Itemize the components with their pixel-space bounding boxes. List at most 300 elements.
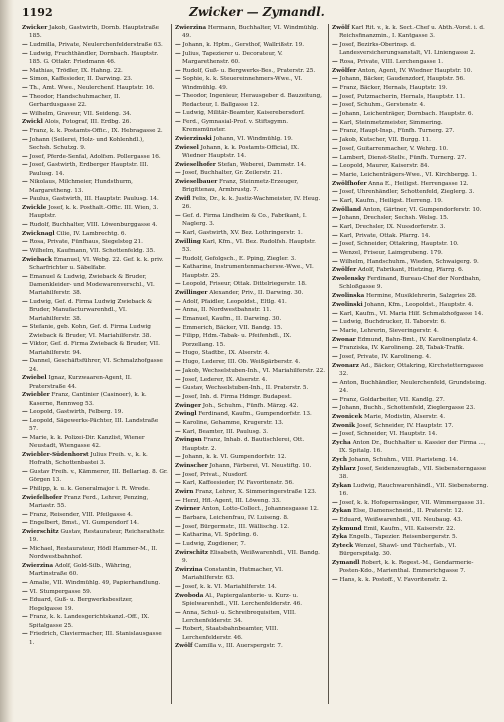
directory-entry [175, 50, 325, 67]
directory-entry [175, 229, 325, 237]
entry-surname: — [332, 405, 338, 412]
entry-surname: Zych [332, 457, 348, 464]
entry-surname: — [332, 154, 338, 161]
directory-entry [22, 153, 168, 161]
directory-entry [332, 430, 494, 438]
entry-surname: Zwonicek [332, 413, 363, 420]
directory-entry [22, 588, 168, 596]
entry-surname: — [332, 128, 338, 135]
entry-surname: Zwonik [332, 422, 356, 429]
entry-surname: — [22, 520, 28, 527]
entry-surname: — [332, 215, 338, 222]
entry-surname: Zwölfer [332, 267, 357, 274]
entry-details: Johann, Schuhm., VIII. Piaristeng. 14. [348, 457, 459, 464]
entry-details: Ludwig, Zugdiener, 7. [182, 541, 246, 548]
entry-details: Cilie, IV. Lambrechtg. 6. [56, 230, 127, 237]
entry-details: Robert, Staatsbahnbeamter, VIII. Lerchenfelderstr. 46. [182, 626, 279, 641]
entry-details: Rudolf, Gefolgsch., E. Pping, Ziegler. 3. [182, 255, 297, 262]
entry-surname: Zwiebler [22, 392, 50, 399]
directory-entry [175, 367, 325, 375]
entry-details: Josef, Bezirks-Oberinsp. d. Landesversicherungsanstalt, VI. Liniengasse 2. [339, 41, 476, 57]
entry-details: Johann, Drechsler, Sechsh. Welsg. 15. [339, 215, 449, 222]
column-divider [171, 24, 172, 704]
entry-surname: — [175, 385, 181, 392]
entry-details: Johann, Kfm., Leopoldst., Hauptstr. 4. [364, 301, 474, 308]
entry-surname: — [22, 588, 28, 595]
entry-surname: — [22, 128, 28, 135]
directory-entry [332, 101, 494, 109]
directory-entry [332, 413, 494, 421]
entry-details: Robert, k. k. Regest.-M., Gendarmerie-Posten-Kdo., Marienthal. Emmerichgasse 7. [339, 560, 474, 575]
directory-entry [332, 576, 494, 584]
directory-entry [22, 357, 168, 374]
directory-entry [332, 110, 494, 118]
entry-details: Karl, Kaufm., VI. Maria Hilf. Schmalzhofgasse 14. [339, 310, 484, 317]
entry-details: Rosa, Private, Fünfhaus, Siegelsteg 21. [29, 239, 143, 246]
entry-details: Ludwig, Fruchthändler, Dornbach. Hauptstr. 185. G. Ottakr. Friedmann 46. [29, 50, 159, 65]
entry-surname: — [22, 299, 28, 306]
entry-details: Leopold, Gastwirth, Felberg. 19. [29, 409, 124, 416]
directory-entry [175, 402, 325, 410]
directory-entry [175, 41, 325, 49]
directory-entry [175, 92, 325, 109]
entry-details: Marie, Modistin, Alserstr. 4. [363, 413, 445, 420]
entry-surname: — [22, 417, 28, 424]
entry-details: Josef, Buchhalter, Gr. Zeilerstr. 21. [182, 170, 283, 177]
entry-surname: — [332, 327, 338, 334]
entry-surname: — [175, 350, 181, 357]
entry-surname: — [175, 523, 181, 530]
entry-surname: Zwirn [175, 489, 194, 496]
directory-entry [332, 559, 494, 576]
directory-entry [175, 523, 325, 531]
directory-entry [22, 136, 168, 153]
entry-surname: — [22, 162, 28, 169]
entry-details: Wilhelm, Graveur, VII. Seideng. 34. [29, 110, 132, 117]
entry-details: Dannel, Geschäftsführer, VI. Schmalzhofgasse 24. [29, 358, 163, 373]
entry-surname: — [22, 597, 28, 604]
entry-surname: — [332, 345, 338, 352]
directory-entry [175, 583, 325, 591]
directory-entry [175, 376, 325, 384]
directory-entry [332, 516, 494, 524]
directory-entry [175, 289, 325, 297]
directory-entry [22, 579, 168, 587]
directory-entry [175, 384, 325, 392]
entry-details: Rudolf, Guß- u. Bergwerks-Bes., Praterstr. 25. [182, 67, 316, 74]
directory-entry [175, 462, 325, 470]
directory-entry [175, 255, 325, 263]
entry-details: Simon, Kaffesieder, II. Darwing. 23. [29, 76, 133, 83]
directory-entry [332, 75, 494, 83]
directory-entry [175, 393, 325, 401]
directory-entry [175, 298, 325, 306]
page-number: 1192 [22, 6, 53, 19]
directory-entry [22, 434, 168, 451]
directory-entry [22, 391, 168, 408]
entry-details: Johann, k. Hptm., Gersthof, Wallrißstr. 19. [182, 41, 305, 48]
entry-surname: Zwonar [332, 336, 356, 343]
entry-details: Johann, Buchh., Schottenfeld, Zieglergasse 23. [339, 405, 476, 412]
entry-surname: — [22, 196, 28, 203]
entry-details: Theodor, Handschuhmacher, II. Gerhardusgasse 22. [29, 93, 121, 109]
entry-details: Hugo, Stadtbr., IX. Alserstr. 4. [182, 350, 270, 357]
entry-details: Karl, Drechsler, IX. Nussdorferstr. 3. [339, 224, 446, 231]
entry-details: Josef, Seidenzeugfab., VII. Siebensterngasse 38. [339, 465, 487, 481]
entry-details: Josef, k. k. VI. Mariahilferstr. 14. [182, 583, 277, 590]
entry-surname: — [332, 431, 338, 438]
directory-entry [332, 206, 494, 214]
directory-entry [22, 256, 168, 273]
entry-surname: — [175, 41, 181, 48]
entry-surname: — [332, 58, 338, 65]
entry-surname: — [22, 76, 28, 83]
entry-surname: — [22, 614, 28, 621]
entry-surname: Zwicknagl [22, 230, 55, 237]
directory-entry [332, 162, 494, 170]
entry-surname: — [175, 50, 181, 57]
entry-surname: Zwierzina [175, 25, 207, 31]
directory-entry [332, 327, 494, 335]
directory-entry [175, 566, 325, 583]
entry-details: Katharine, Instrumentenmachersw.-Wwe., VI. Hauptstr. 25. [182, 264, 314, 279]
entry-surname: Zwiefelhofer [22, 494, 63, 501]
entry-details: Rudolf, Buchhalter, VIII. Löwenburggasse 4. [29, 222, 158, 229]
directory-entry [22, 93, 168, 110]
directory-entry [332, 249, 494, 257]
entry-surname: — [332, 499, 338, 506]
entry-details: Emmerich, Bäcker, VII. Bandg. 15. [182, 324, 283, 331]
entry-surname: — [22, 50, 28, 57]
entry-surname: — [332, 93, 338, 100]
entry-surname: — [175, 515, 181, 522]
entry-details: Hugo, Lederer, III. Ob. Weißgärberstr. 4. [182, 359, 301, 366]
entry-surname: — [175, 471, 181, 478]
entry-surname: — [175, 367, 181, 374]
entry-surname: — [22, 153, 28, 160]
directory-entry [22, 195, 168, 203]
entry-details: Johann, VI. Windmühlg. 19. [213, 135, 293, 142]
entry-details: Adolf, Pfaidler, Leopoldst., Eltlg. 41. [182, 298, 287, 305]
entry-surname: — [22, 631, 28, 638]
entry-details: Josef, Guitarrenmacher, V. Wehrg. 10. [339, 145, 449, 152]
entry-details: Anton Dr., Buchhalter u. Kassier der Firma ..., IX. Spitalg. 16. [339, 440, 486, 455]
directory-entry [332, 240, 494, 248]
entry-details: Josef, Schuhm., Gerstenstr. 4. [339, 102, 426, 109]
entry-details: Sophie, k. k. Steuereinnehmers-Wwe., VI. Windmühlg. 49. [182, 76, 303, 91]
directory-entry [175, 358, 325, 366]
entry-details: Josef, Privat., Nusdorf. [182, 471, 248, 478]
entry-surname: Zwinger [175, 402, 201, 409]
directory-entry [175, 549, 325, 566]
entry-surname: — [175, 376, 181, 383]
directory-entry [22, 41, 168, 49]
entry-surname: Zwilling [175, 238, 201, 245]
entry-details: Marie, k. k. Polizei-Dir. Kanzlist, Wiener Neustadt, Wiengasse 42. [29, 434, 145, 450]
directory-entry [332, 542, 494, 559]
directory-entry [22, 519, 168, 527]
entry-details: Edmund, Bahn-Bmt., IV. Karolinenplatz 4. [357, 336, 478, 343]
entry-details: Jakob, Wechselstuben-Inh., VI. Mariahilferstr. 22. [182, 367, 325, 374]
directory-entry [332, 344, 494, 352]
entry-surname: Zwieback [22, 256, 52, 263]
directory-entry [332, 58, 494, 66]
entry-details: Camilla v., III. Auerspergstr. 7. [194, 643, 283, 650]
entry-details: Mathias, Trödler, IX. Hahng. 22. [29, 67, 123, 74]
entry-details: Alexander, Priv., II. Darwing. 30. [209, 290, 304, 297]
entry-details: Franz, Bäcker, Hernals, Hauptstr. 19. [339, 85, 448, 92]
directory-entry [22, 374, 168, 391]
entry-details: Karl, Kaufm., Heiligst. Herreng. 19. [339, 197, 443, 204]
entry-surname: Zwirner [175, 506, 200, 513]
entry-surname: Zwirschitz [175, 549, 209, 556]
entry-surname: — [175, 93, 181, 100]
entry-details: Johann, Leichenträger, Dornbach. Hauptstr. 6. [339, 111, 474, 118]
directory-entry [175, 410, 325, 418]
entry-details: Emanuel, VI. Webg. 22. Gef. k. k. priv. Scharfrichter u. Säbelfabr. [29, 256, 164, 272]
entry-surname: — [22, 468, 28, 475]
directory-entry [175, 642, 325, 650]
entry-surname: Zwiebler-Südenhorst [22, 451, 89, 458]
entry-details: Adolf, Gold-Silb., Währing, Martinstraße 60. [29, 562, 132, 578]
directory-entry [22, 485, 168, 493]
entry-details: Gustav, Restaurateur, Reichsrathstr. 19. [29, 528, 165, 544]
entry-details: Emanuel, Kaufm., II. Darwing. 30. [182, 316, 282, 323]
entry-surname: Zykan [332, 508, 352, 515]
entry-details: Josef, Pferde-Senfal, Adolfsm. Pollergasse 16. [29, 153, 161, 160]
entry-surname: — [332, 102, 338, 109]
entry-details: Wilhelm, Handschuhm., Wieden, Schwaigerg. 9. [339, 258, 479, 265]
entry-details: Anton, Buchhändler, Neulerchenfeld, Grundsteing. 24. [339, 379, 487, 394]
entry-surname: — [175, 324, 181, 331]
entry-surname: — [175, 454, 181, 461]
entry-details: Emil, Kaufm., VII. Kaiserstr. 22. [363, 525, 456, 532]
directory-entry [332, 362, 494, 379]
entry-surname: — [22, 110, 28, 117]
directory-entry [175, 505, 325, 513]
directory-entry [22, 67, 168, 75]
directory-entry [22, 562, 168, 579]
directory-entry [332, 119, 494, 127]
entry-surname: — [175, 281, 181, 288]
entry-details: Josef, k. k. Posthalt.-Offic. III. Wien, 3. Hauptstr. [29, 205, 159, 220]
directory-entry [175, 178, 325, 195]
entry-details: Jakob, Gastwirth, Dornb. Hauptstraße 185. [29, 25, 159, 40]
entry-details: Josef, Putzmacherin, Hernals, Hauptstr. 11. [339, 93, 465, 100]
entry-surname: Zwingl [175, 411, 197, 418]
entry-surname: — [22, 136, 28, 143]
directory-entry [175, 135, 325, 143]
entry-details: Karl, Kaffeesieder, IV. Favoritenstr. 56. [182, 480, 294, 487]
entry-details: Franziska, IV. Karolineng. 28, Tabak-Trafik. [339, 345, 465, 352]
entry-surname: — [332, 163, 338, 170]
entry-surname: — [22, 41, 28, 48]
entry-surname: Zwierzina [22, 562, 54, 569]
entry-surname: — [175, 316, 181, 323]
entry-details: Eduard, Guß- u. Bergwerksbesitzer, Hegelgasse 19. [29, 597, 133, 612]
entry-surname: Zwölfhofer [332, 180, 367, 187]
directory-entry [175, 324, 325, 332]
entry-details: Marie, Lehrerin, Sieveringerstr. 4. [339, 327, 439, 334]
directory-entry [175, 625, 325, 642]
directory-entry [332, 127, 494, 135]
directory-entry [332, 145, 494, 153]
directory-entry [332, 318, 494, 326]
directory-entry [175, 24, 325, 41]
entry-surname: — [175, 609, 181, 616]
entry-details: Leopold, Sägewerks-Pächter, III. Landstraße 57. [29, 417, 159, 433]
entry-details: Elisabeth, Weißwarenhdl., VII. Bandg. 9. [182, 549, 320, 565]
entry-details: Anton, Lotto-Collect., Johannesgasse 12. [201, 506, 319, 513]
entry-surname: — [332, 111, 338, 118]
entry-details: Michael, Restaurateur, Hödl Hammer-M., II. Nordwestbahnhof. [29, 545, 158, 561]
directory-entry [22, 273, 168, 298]
directory-entry [22, 408, 168, 416]
directory-entry [22, 178, 168, 195]
entry-surname: Zyteck [332, 543, 354, 550]
entry-surname: — [175, 67, 181, 74]
entry-details: Wenzel, Shawl- und Tücherfab., VI. Bürgerspitalg. 30. [339, 543, 457, 558]
directory-entry [332, 499, 494, 507]
directory-entry [332, 336, 494, 344]
entry-surname: Zwillinger [175, 290, 208, 297]
entry-surname: Zycha [332, 440, 351, 447]
entry-surname: — [175, 307, 181, 314]
directory-entry [332, 41, 494, 58]
directory-entry [332, 275, 494, 292]
entry-surname: — [332, 189, 338, 196]
directory-entry [332, 84, 494, 92]
entry-surname: Zwickl [22, 119, 43, 126]
entry-surname: — [175, 333, 181, 340]
directory-entry [22, 118, 168, 126]
entry-details: Anna, Schul- u. Schreibrequisiten, VIII. Lerchenfelderstr. 34. [182, 609, 296, 624]
entry-details: Franz, Goldarbeiter, VII. Kandlg. 27. [339, 396, 445, 403]
directory-entry [175, 109, 325, 117]
entry-surname: Zwifl [175, 196, 191, 203]
entry-surname: — [332, 171, 338, 178]
directory-entry [332, 67, 494, 75]
entry-surname: — [22, 545, 28, 552]
entry-details: Jakob, Kutscher, VII. Burgg. 11. [339, 137, 431, 144]
directory-entry [332, 422, 494, 430]
entry-surname: Zwingsn [175, 437, 202, 444]
entry-surname: — [175, 170, 181, 177]
entry-details: Karl Rit. v., k. k. Sect.-Chef u. Abth.-Vorst. i. d. Reichsfinanzmin., I. Kantgasse 3. [339, 25, 485, 40]
directory-entry [175, 479, 325, 487]
entry-details: Hermann, Buchhalter, VI. Windmühlg. 49. [182, 25, 319, 40]
entry-surname: — [332, 241, 338, 248]
entry-surname: — [22, 273, 28, 280]
directory-entry [22, 110, 168, 118]
entry-surname: — [332, 258, 338, 265]
directory-entry [332, 24, 494, 41]
entry-surname: Zwolensky [332, 276, 366, 283]
entry-details: Julius, Tapezierer u. Decorateur, V. Margarethenstr. 60. [182, 50, 283, 65]
entry-surname: — [22, 85, 28, 92]
entry-details: Franz, k. k. Landesgerichtskanzl.-Off., IX. Spitalgasse 25. [29, 614, 150, 629]
entry-details: Alois, Fotograf, III. Erdbg. 26. [44, 119, 132, 126]
entry-surname: Zykmund [332, 525, 362, 532]
entry-details: Ferd., Gymnasial-Prof. v. Stiftsgymn. Kremsmünster. [182, 119, 289, 134]
directory-entry [175, 315, 325, 323]
entry-details: Johann, k. k. Postamts-Official, IX. Wiedner Hauptstr. 14. [182, 144, 300, 159]
entry-details: Wenzel, Friseur, Laimgrubeng. 179. [339, 250, 443, 257]
directory-entry [332, 310, 494, 318]
directory-entry [175, 169, 325, 177]
entry-surname: — [332, 197, 338, 204]
entry-surname: — [22, 324, 28, 331]
entry-surname: — [332, 353, 338, 360]
entry-details: Eduard, Weißwarenhdl., VII. Neubaug. 43. [339, 517, 463, 524]
entry-details: Franz, Cantinier (Casinoer), k. k. Kaserne, Rennweg 53. [29, 392, 147, 407]
entry-details: Herzl, Hfl.-Agent, III. Löweng. 33. [182, 497, 281, 504]
entry-surname: — [332, 250, 338, 257]
entry-surname: — [22, 248, 28, 255]
entry-surname: — [332, 396, 338, 403]
entry-surname: Zwölfer [332, 67, 357, 74]
directory-entry [175, 471, 325, 479]
entry-surname: — [22, 511, 28, 518]
entry-surname: Zwinscher [175, 462, 208, 469]
entry-surname: — [175, 255, 181, 262]
entry-surname: — [175, 541, 181, 548]
entry-surname: — [175, 119, 181, 125]
directory-entry [22, 230, 168, 238]
directory-entry [175, 436, 325, 453]
entry-details: Hermine, Musiklehrerin, Salzgries 28. [365, 293, 477, 300]
directory-entry [332, 482, 494, 499]
entry-details: Franz, Reisender, VIII. Pfeilgasse 4. [29, 511, 133, 518]
entry-details: Viktor, Gef. d. Firma Zwieback & Bruder, VII. Mariahilferstr. 94. [29, 341, 160, 356]
entry-details: Karl, Steinmetzmeister, Simmering. [339, 119, 443, 126]
directory-entry [175, 263, 325, 280]
column-3 [332, 24, 494, 704]
directory-entry [22, 204, 168, 221]
directory-entry [332, 266, 494, 274]
entry-surname: — [332, 379, 338, 386]
entry-details: Ludmilla, Private, Neulerchenfelderstraße 63. [29, 41, 163, 48]
directory-entry [22, 247, 168, 255]
entry-details: Ignaz, Kurzwaaren-Agent, II. Praterstraße 44. [29, 375, 132, 390]
directory-entry [22, 127, 168, 135]
entry-details: Franz Ferd., Lehrer, Penzing, Mariastr. 55. [29, 494, 149, 509]
directory-entry [22, 630, 168, 647]
directory-entry [332, 258, 494, 266]
directory-entry [175, 161, 325, 169]
entry-details: Johann, Bäcker, Gaudenzdorf, Hauptstr. 56. [339, 76, 465, 83]
directory-entry [332, 439, 494, 456]
entry-details: Engelb., Tapezier. Reisenbergerstr. 5. [348, 534, 458, 541]
entry-surname: — [175, 110, 181, 117]
entry-details: Leopold, Friseur, Ottak. Dittelriegerstr. 18. [182, 281, 307, 288]
entry-details: Theodor, Ingenieur, Herausgeber d. Bauzeitung, Redacteur, I. Ballgasse 12. [182, 93, 322, 108]
entry-surname: — [332, 137, 338, 144]
entry-surname: Zwieselhofer [175, 161, 216, 168]
directory-entry [175, 280, 325, 288]
directory-entry [22, 451, 168, 468]
directory-entry [22, 161, 168, 178]
column-2 [175, 24, 325, 704]
entry-details: Karl, Kfm., VI. Bez. Rudolfsh. Hauptstr. 53. [182, 238, 316, 253]
entry-details: Katharina, VI. Spörling. 6. [182, 532, 259, 539]
entry-surname: — [22, 239, 28, 246]
directory-entry [332, 301, 494, 309]
entry-details: Else, Damenschneid., II. Praterstr. 12. [353, 508, 464, 515]
entry-surname: — [22, 179, 28, 186]
directory-entry [22, 221, 168, 229]
entry-surname: Zyhlarz [332, 465, 356, 472]
